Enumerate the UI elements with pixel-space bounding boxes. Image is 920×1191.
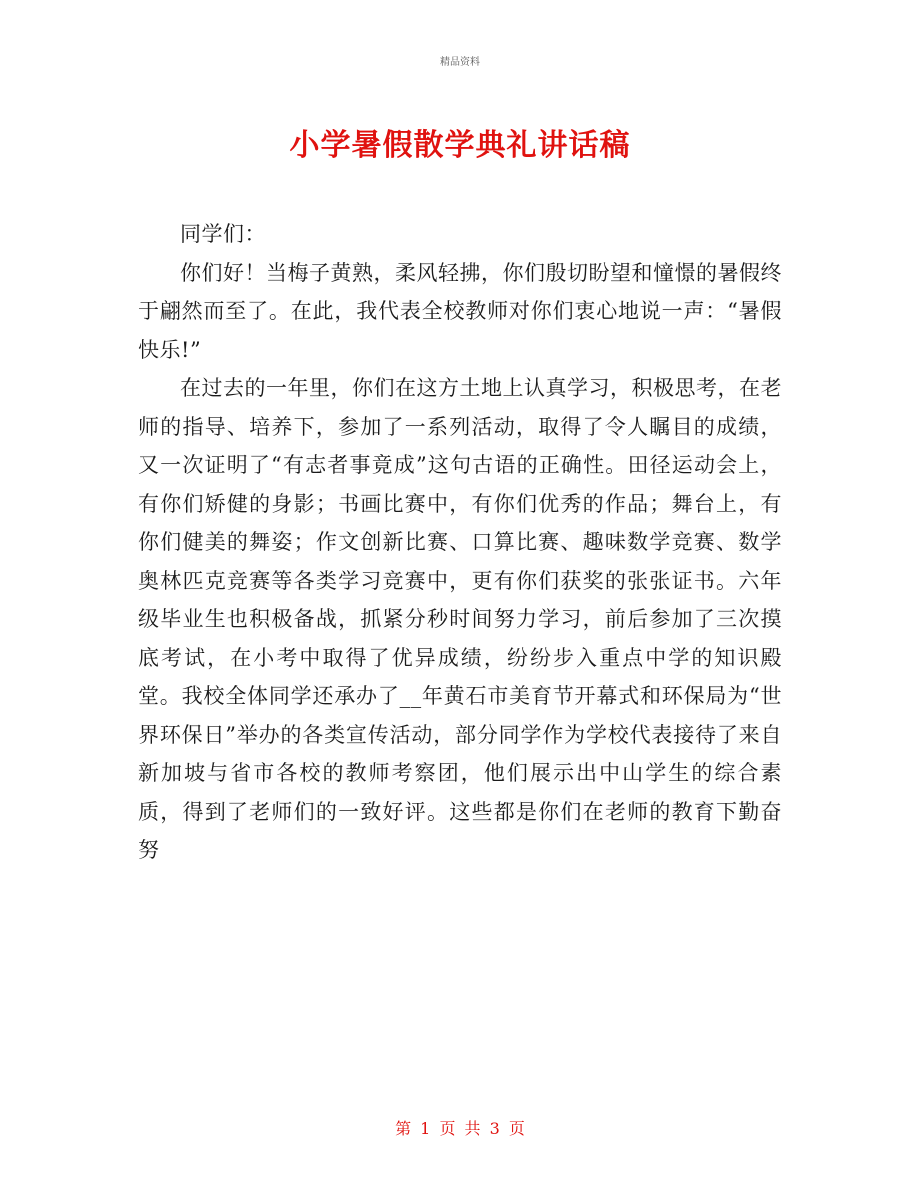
achievements-paragraph: 在过去的一年里，你们在这方土地上认真学习，积极思考，在老师的指导、培养下，参加了一系列活动，取得了令人瞩目的成绩，又一次证明了“有志者事竟成”这句古语的正确性。田径运动会上，有你们矫健的身影；书画比赛中，有你们优秀的作品；舞台上，有你们健美的舞姿；作文创新比赛、口算比赛、趣味数学竞赛、数学奥林匹克竞赛等各类学习竞赛中，更有你们获奖的张张证书。六年级毕业生也积极备战，抓紧分秒时间努力学习，前后参加了三次摸底考试，在小考中取得了优异成绩，纷纷步入重点中学的知识殿堂。我校全体同学还承办了__年黄石市美育节开幕式和环保局为“世界环保日”举办的各类宣传活动，部分同学作为学校代表接待了来自新加坡与省市各校的教师考察团，他们展示出中山学生的综合素质，得到了老师们的一致好评。这些都是你们在老师的教育下勤奋努 <box>138 376 782 862</box>
greeting-paragraph: 你们好！当梅子黄熟，柔风轻拂，你们殷切盼望和憧憬的暑假终于翩然而至了。在此，我代表全校教师对你们衷心地说一声：“暑假快乐!” <box>138 260 782 362</box>
document-title: 小学暑假散学典礼讲话稿 <box>289 128 631 163</box>
document-body <box>138 215 782 870</box>
page-number-footer: 第 1 页 共 3 页 <box>395 1119 525 1138</box>
page-header-label: 精品资料 <box>440 57 480 68</box>
salutation-paragraph: 同学们： <box>180 222 266 246</box>
